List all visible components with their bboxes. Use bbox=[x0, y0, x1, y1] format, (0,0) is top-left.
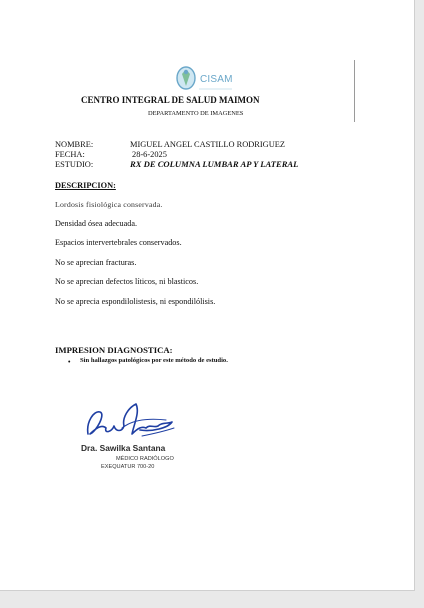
impression-text: Sin hallazgos patológicos por este método de estudio. bbox=[80, 357, 228, 364]
study-label: ESTUDIO: bbox=[55, 160, 94, 169]
name-label: NOMBRE: bbox=[55, 140, 94, 149]
organization-name: CENTRO INTEGRAL DE SALUD MAIMON bbox=[81, 95, 260, 105]
handwritten-signature bbox=[82, 398, 182, 446]
date-label: FECHA: bbox=[55, 150, 85, 159]
study-name: RX DE COLUMNA LUMBAR AP Y LATERAL bbox=[130, 159, 299, 169]
logo-wordmark: CISAM bbox=[200, 74, 233, 85]
impression-item bbox=[68, 357, 228, 364]
description-title: DESCRIPCION: bbox=[55, 181, 116, 190]
header-divider bbox=[354, 60, 355, 122]
bullet-icon: • bbox=[68, 357, 71, 366]
department-name: DEPARTAMENTO DE IMAGENES bbox=[148, 110, 244, 117]
finding-item: Lordosis fisiológica conservada. bbox=[55, 200, 163, 209]
signer-role: MÉDICO RADIÓLOGO bbox=[116, 456, 174, 462]
signer-name: Dra. Sawilka Santana bbox=[81, 443, 166, 453]
finding-item: No se aprecian fracturas. bbox=[55, 258, 137, 267]
impression-list bbox=[68, 357, 228, 364]
finding-item: Espacios intervertebrales conservados. bbox=[55, 238, 182, 247]
study-date: 28-6-2025 bbox=[132, 150, 167, 159]
finding-item: No se aprecian defectos líticos, ni blasticos. bbox=[55, 277, 199, 286]
finding-item: No se aprecia espondilolistesis, ni espondilólisis. bbox=[55, 297, 216, 306]
patient-name: MIGUEL ANGEL CASTILLO RODRIGUEZ bbox=[130, 140, 285, 149]
impression-title: IMPRESION DIAGNOSTICA: bbox=[55, 345, 173, 355]
signer-exequatur: EXEQUATUR 700-20 bbox=[101, 464, 155, 470]
finding-item: Densidad ósea adecuada. bbox=[55, 219, 138, 228]
